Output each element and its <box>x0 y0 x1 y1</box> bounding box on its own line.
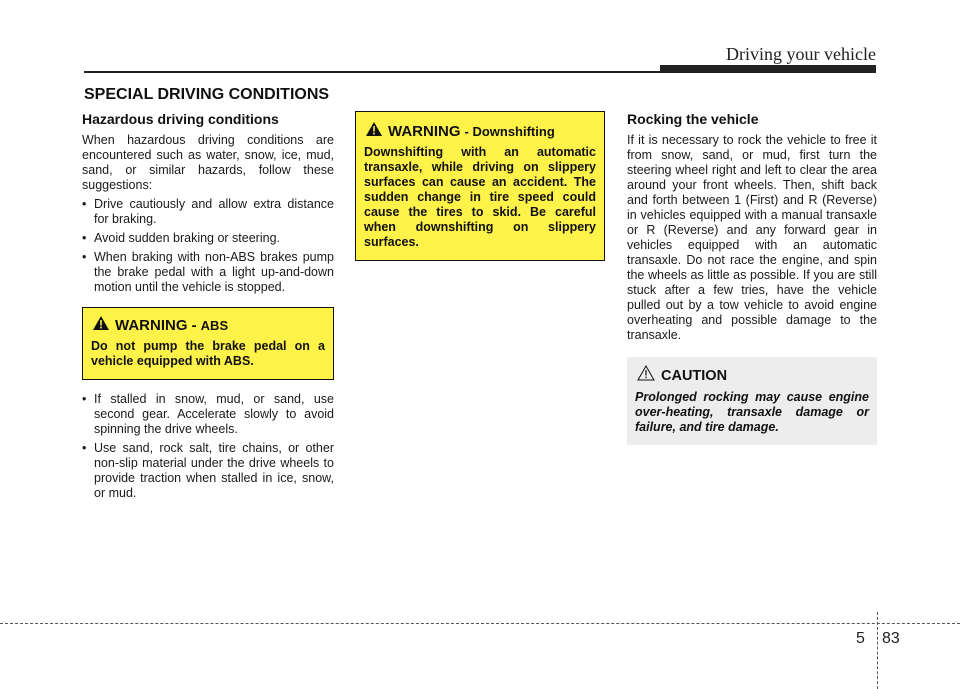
warning-subject: - Downshifting <box>464 124 555 139</box>
page-chapter: 5 <box>856 630 865 647</box>
bullet: • <box>82 231 87 245</box>
list-item-text: Use sand, rock salt, tire chains, or other non-slip material under the drive wheels to provide traction when stalled in ice, snow, or mud. <box>94 441 334 500</box>
caution-triangle-icon <box>637 365 655 386</box>
caution-box <box>627 357 877 445</box>
warning-abs-box <box>82 307 334 380</box>
header-rule <box>84 71 660 73</box>
list-item <box>82 197 334 227</box>
bullet: • <box>82 392 87 406</box>
bullet: • <box>82 441 87 455</box>
caution-text: Prolonged rocking may cause engine over-heating, transaxle damage or failure, and tire damage. <box>635 390 869 434</box>
warning-subject: ABS <box>200 318 229 333</box>
list-item-text: Avoid sudden braking or steering. <box>94 231 280 245</box>
list-item-text: When braking with non-ABS brakes pump the brake pedal with a light up-and-down motion until the vehicle is stopped. <box>94 250 334 294</box>
warning-abs-header <box>91 316 325 335</box>
list-item <box>82 250 334 295</box>
middle-column <box>355 111 605 261</box>
left-column <box>82 111 334 507</box>
header-bar <box>660 65 876 73</box>
list-item-text: If stalled in snow, mud, or sand, use second gear. Accelerate slowly to avoid spinning the drive wheels. <box>94 392 334 436</box>
list-item-text: Drive cautiously and allow extra distance for braking. <box>94 197 334 226</box>
warning-downshift-box <box>355 111 605 261</box>
footer-rule <box>0 623 960 624</box>
rocking-heading: Rocking the vehicle <box>627 111 759 127</box>
caution-header <box>635 365 869 386</box>
hazardous-list <box>82 197 334 295</box>
warning-abs-text: Do not pump the brake pedal on a vehicle equipped with ABS. <box>91 339 325 368</box>
page-number: 83 <box>882 630 900 647</box>
warning-triangle-icon <box>93 316 109 335</box>
bullet: • <box>82 250 87 264</box>
footer-divider <box>877 612 878 689</box>
caution-word: CAUTION <box>661 367 728 384</box>
right-column <box>627 111 877 445</box>
warning-word: WARNING - <box>115 317 197 334</box>
rocking-text: If it is necessary to rock the vehicle to free it from snow, sand, or mud, first turn the steering wheel right and left to clear the area around your front wheels. Then, shift back and forth between 1 (First) and R (Reverse) in vehicles equipped with a manual transaxle or R (Reverse) and any forward gear in vehicles equipped with an automatic transaxle. Do not race the engine, and spin the wheels as little as possible. If you are still stuck after a few tries, have the vehicle pulled out by a tow vehicle to avoid engine overheating and possible damage to the transaxle. <box>627 133 877 342</box>
warning-downshift-text: Downshifting with an automatic transaxle, while driving on slippery surfaces can cause an accident. The sudden change in tire speed could cause the tires to skid. Be careful when downshifting on slippery surfaces. <box>364 145 596 249</box>
hazardous-list-after <box>82 392 334 501</box>
warning-triangle-icon <box>366 122 382 141</box>
list-item <box>82 392 334 437</box>
hazardous-intro: When hazardous driving conditions are encountered such as water, snow, ice, mud, sand, or similar hazards, follow these suggestions: <box>82 133 334 192</box>
list-item <box>82 441 334 501</box>
header-title: Driving your vehicle <box>726 44 876 64</box>
section-title: SPECIAL DRIVING CONDITIONS <box>84 86 330 103</box>
bullet: • <box>82 197 87 211</box>
warning-word: WARNING <box>388 123 461 140</box>
list-item <box>82 231 334 246</box>
hazardous-heading: Hazardous driving conditions <box>82 111 279 127</box>
warning-downshift-header <box>364 122 596 141</box>
